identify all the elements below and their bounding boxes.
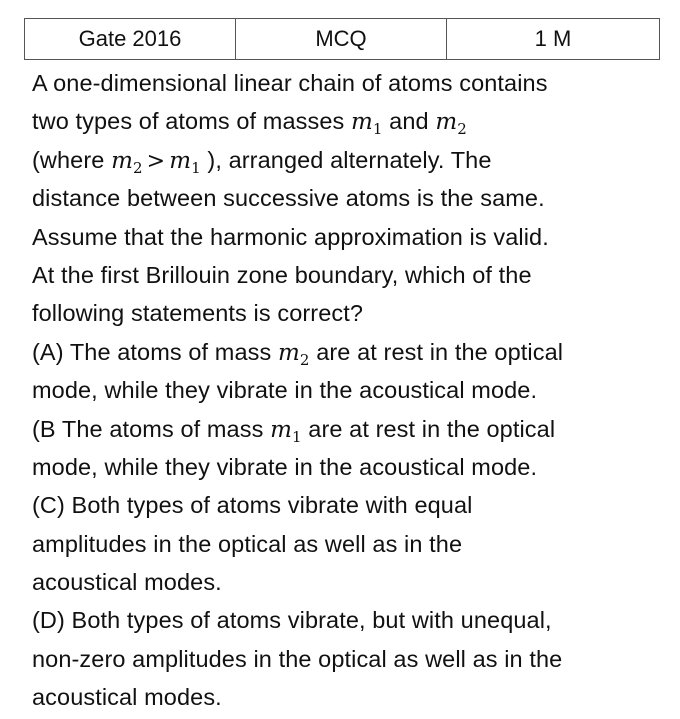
question-type-cell: MCQ: [236, 19, 447, 60]
question-line: [32, 102, 652, 140]
header-row: [25, 19, 660, 60]
mass-m1-symbol: $m_1$: [350, 109, 383, 139]
question-line: At the first Brillouin zone boundary, which of the: [32, 261, 532, 288]
option-text: (A) The atoms of mass: [32, 338, 278, 365]
question-text: (where: [32, 146, 112, 173]
option-c: (C) Both types of atoms vibrate with equal: [32, 492, 473, 519]
option-d-continued: acoustical modes.: [32, 684, 222, 711]
question-line: A one-dimensional linear chain of atoms contains: [32, 70, 548, 96]
question-text: ), arranged alternately. The: [200, 146, 492, 173]
option-text: (B The atoms of mass: [32, 415, 271, 442]
mass-m2-symbol: $m_2$: [277, 339, 310, 369]
question-line: distance between successive atoms is the same.: [32, 185, 545, 212]
question-text: two types of atoms of masses: [32, 108, 351, 135]
option-text: are at rest in the optical: [301, 415, 556, 442]
question-line: Assume that the harmonic approximation is valid.: [32, 223, 549, 250]
exam-cell: Gate 2016: [25, 19, 236, 60]
question-header-table: [24, 18, 660, 60]
option-text: are at rest in the optical: [309, 338, 564, 365]
option-d-continued: non-zero amplitudes in the optical as well as in the: [32, 645, 563, 672]
mass-m1-symbol: $m_1$: [270, 416, 302, 446]
marks-cell: 1 M: [447, 19, 660, 60]
question-body: [32, 64, 652, 717]
mass-m2-symbol: $m_2$: [435, 109, 467, 139]
option-b: [32, 410, 652, 448]
option-c-continued: amplitudes in the optical as well as in the: [32, 530, 463, 557]
option-d: (D) Both types of atoms vibrate, but with unequal,: [32, 607, 552, 634]
option-c-continued: acoustical modes.: [32, 569, 222, 596]
option-a-continued: mode, while they vibrate in the acoustical mode.: [32, 377, 538, 404]
mass-m2-symbol: $m_2$: [111, 147, 143, 177]
question-line: [32, 141, 652, 179]
option-b-continued: mode, while they vibrate in the acoustical mode.: [32, 453, 538, 480]
mass-m1-symbol: $m_1$: [169, 147, 201, 177]
greater-than-symbol: >: [146, 148, 166, 174]
question-line: following statements is correct?: [32, 300, 364, 327]
question-text: and: [382, 108, 436, 135]
option-a: [32, 333, 652, 371]
